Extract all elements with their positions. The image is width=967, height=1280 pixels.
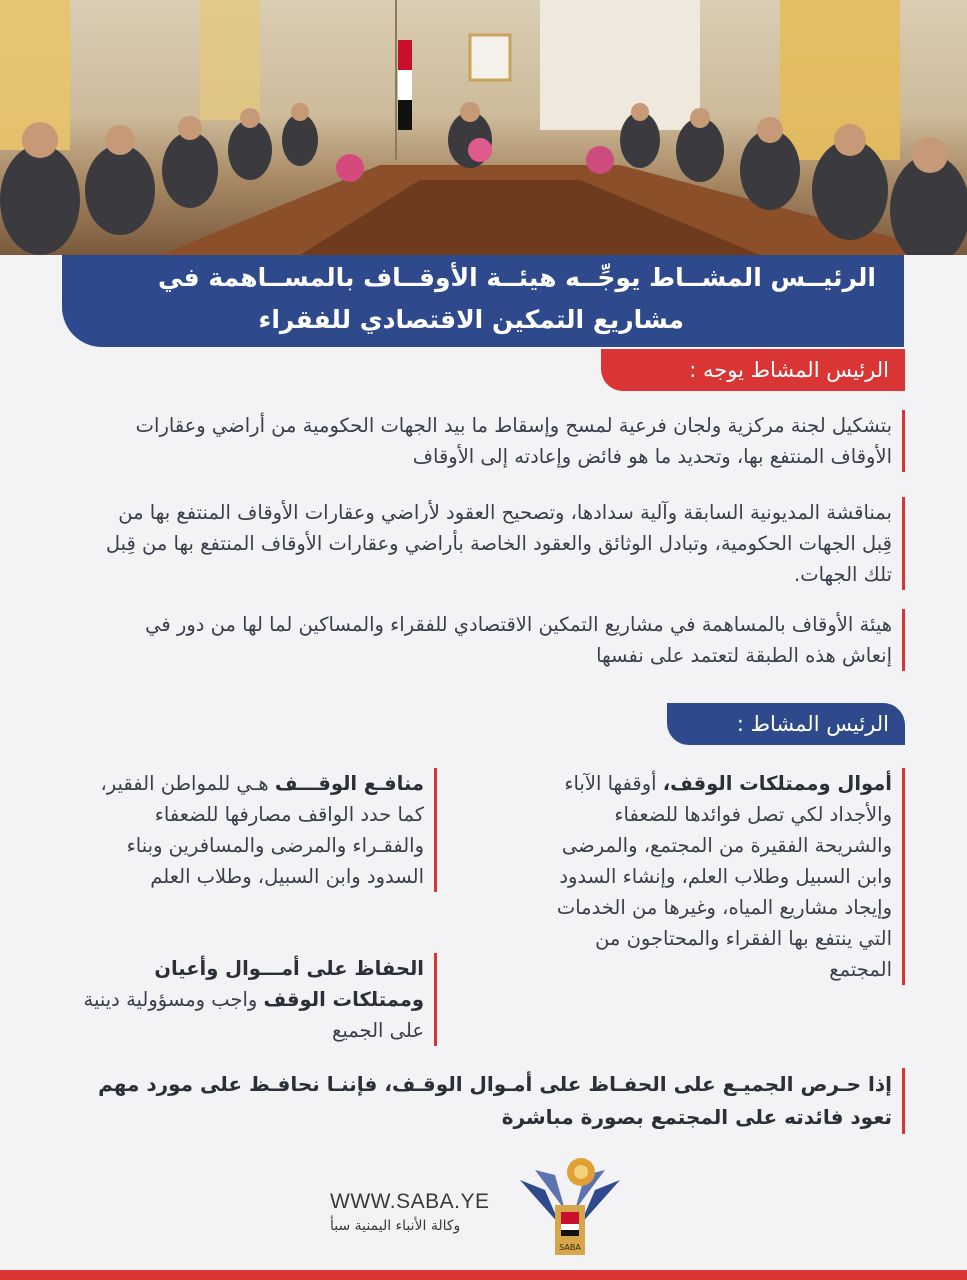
title-line-2: مشاريع التمكين الاقتصادي للفقراء [258, 305, 684, 334]
closing-statement: إذا حـرص الجميـع على الحفـاظ على أمـوال الوقـف، فإننـا نحافـظ على مورد مهم تعود فائدته على المجتمع بصورة مباشرة [90, 1068, 905, 1134]
quote-waqf-assets-text: أوقفها الآباء والأجداد لكي تصل فوائدها للضعفاء والشريحة الفقيرة من المجتمع، والمرضى وابن السبيل وطلاب العلم، وإنشاء السدود وإيجاد مشاريع المياه، وغيرها من الخدمات التي ينتفع بها الفقراء والمحتاجون من المجتمع [556, 772, 892, 981]
quote-waqf-benefits [79, 768, 437, 892]
quote-waqf-assets-heading: أموال وممتلكات الوقف، [662, 772, 892, 795]
section-tag-president: الرئيس المشاط : [667, 703, 905, 745]
directive-paragraph-2: بمناقشة المديونية السابقة وآلية سدادها، وتصحيح العقود لأراضي وعقارات الأوقاف المنتفع بها من قِبل الجهات الحكومية، وتبادل الوثائق والعقود الخاصة بأراضي وعقارات الأوقاف المنتفع بها من قِبل تلك الجهات. [90, 497, 905, 590]
bottom-accent-bar [0, 1270, 967, 1280]
section-tag-directs: الرئيس المشاط يوجه : [601, 349, 905, 391]
directive-paragraph-1: بتشكيل لجنة مركزية ولجان فرعية لمسح وإسقاط ما بيد الجهات الحكومية من أراضي وعقارات الأوقاف المنتفع بها، وتحديد ما هو فائض وإعادته إلى الأوقاف [90, 410, 905, 472]
quote-waqf-assets [554, 768, 905, 985]
header-photo [0, 0, 967, 255]
quote-waqf-benefits-heading: منافـع الوقـــف [274, 772, 424, 795]
quote-preservation-heading: الحفاظ على أمـــوال وأعيان وممتلكات الوقف [154, 957, 424, 1011]
agency-name: وكالة الأنباء اليمنية سبأ [330, 1218, 461, 1234]
saba-logo-icon [515, 1150, 625, 1260]
meeting-scene-illustration [0, 0, 967, 255]
quote-preservation [79, 953, 437, 1046]
quote-preservation-text: واجب ومسؤولية دينية على الجميع [83, 988, 424, 1042]
website-url: WWW.SABA.YE [330, 1190, 490, 1213]
quote-waqf-benefits-text: هـي للمواطن الفقير، كما حدد الواقف مصارفها للضعفاء والفقـراء والمرضى والمسافرين وبناء السدود وابن السبيل، وطلاب العلم [100, 772, 424, 888]
title-line-1: الرئيــس المشــاط يوجِّــه هيئــة الأوقــاف بالمســاهمة في [157, 263, 876, 292]
svg-text:SABA: SABA [559, 1243, 581, 1252]
directive-paragraph-3: هيئة الأوقاف بالمساهمة في مشاريع التمكين الاقتصادي للفقراء والمساكين لما لها من دور في إنعاش هذه الطبقة لتعتمد على نفسها [90, 609, 905, 671]
title-banner [62, 255, 904, 347]
